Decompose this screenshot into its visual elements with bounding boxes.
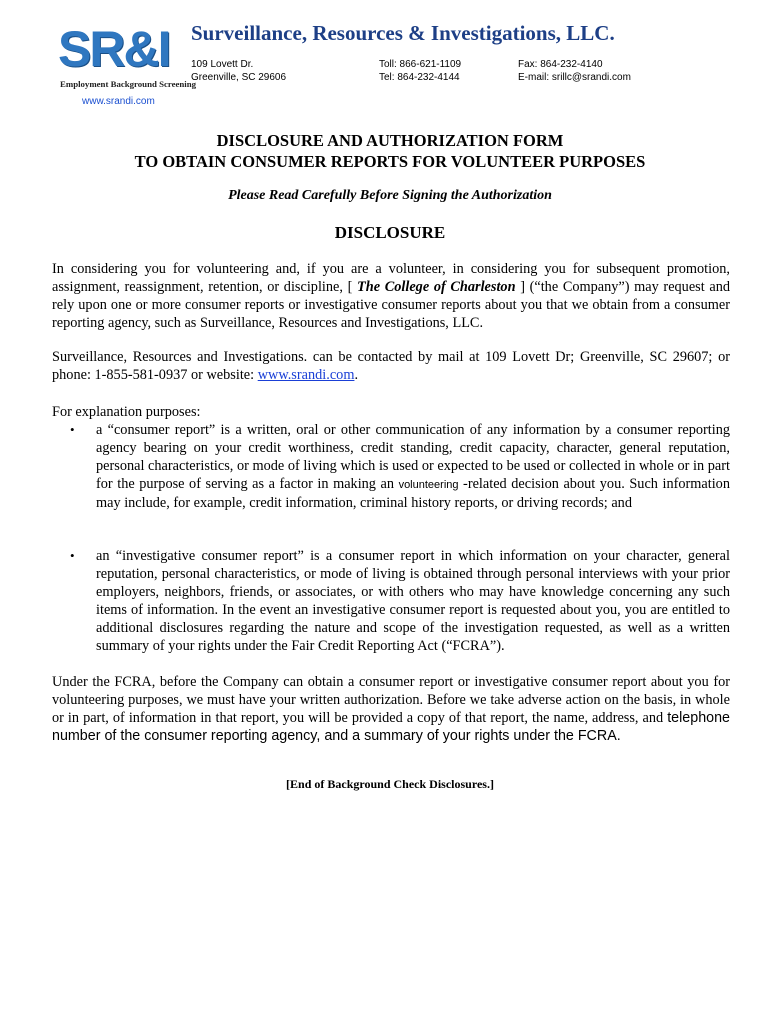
toll-number: Toll: 866-621-1109 bbox=[379, 59, 462, 70]
fax-email-block bbox=[518, 58, 631, 84]
disclosure-heading: DISCLOSURE bbox=[334, 223, 446, 242]
paragraph-contact-part-1: Surveillance, Resources and Investigations. can be contacted by mail at 109 Lovett Dr; Greenville, SC 29607; or phone: 1-855-581-0937 or website: bbox=[52, 349, 730, 383]
tel-number: Tel: 864-232-4144 bbox=[379, 72, 460, 83]
form-title-line-1: DISCLOSURE AND AUTHORIZATION FORM bbox=[216, 131, 564, 150]
company-name-field: The College of Charleston bbox=[357, 279, 521, 295]
bullet-icon: • bbox=[70, 422, 75, 437]
header-website-link[interactable]: www.srandi.com bbox=[82, 96, 155, 107]
bullet-icon: • bbox=[70, 548, 75, 563]
bullet-consumer-report bbox=[96, 421, 730, 512]
company-name: Surveillance, Resources & Investigations, LLC. bbox=[191, 21, 615, 45]
paragraph-fcra bbox=[52, 673, 730, 745]
address-line-1: 109 Lovett Dr. bbox=[191, 59, 254, 70]
paragraph-explanation: For explanation purposes: bbox=[52, 404, 201, 420]
phone-block bbox=[379, 58, 461, 84]
form-subtitle: Please Read Carefully Before Signing the Authorization bbox=[228, 188, 552, 203]
end-of-disclosures-note: [End of Background Check Disclosures.] bbox=[286, 777, 494, 791]
bullet-investigative-report: an “investigative consumer report” is a consumer report in which information on your character, general reputation, personal characteristics, or mode of living is obtained through personal interviews with your prior employers, neighbors, friends, or associates, or with others who may have knowledge concerning any such items of information. In the event an investigative consumer report is requested about you, you are entitled to additional disclosures regarding the nature and scope of the investigation requested, as well as a written summary of your rights under the Fair Credit Reporting Act (“FCRA”). bbox=[96, 548, 730, 654]
paragraph-intro-part-2: ] (“the Company”) may request and rely upon one or more consumer reports or investigative consumer reports about you that we obtain from a consumer reporting agency, such as Surveillance, Resources and Investigations, LLC. bbox=[52, 279, 731, 331]
company-logo bbox=[58, 21, 197, 94]
logo-tagline: Employment Background Screening bbox=[60, 79, 197, 89]
volunteering-field: volunteering bbox=[398, 479, 459, 491]
paragraph-fcra-part-1: Under the FCRA, before the Company can obtain a consumer report or investigative consumer report about you for volunteering purposes, we must have your written authorization. Before we take adverse action on the basis, in whole or in part, of information in that report, you will be provided a copy of that report, the name, address, and bbox=[52, 674, 730, 726]
logo-text: SR&I bbox=[58, 21, 170, 77]
paragraph-intro-part-1: In considering you for volunteering and, if you are a volunteer, in considering you for subsequent promotion, assignment, reassignment, retention, or discipline, [ bbox=[52, 261, 730, 295]
paragraph-fcra-part-2: telephone number of the consumer reporting agency, and a summary of your rights under the FCRA. bbox=[52, 710, 730, 744]
website-link[interactable]: www.srandi.com bbox=[257, 367, 355, 383]
paragraph-intro bbox=[52, 260, 730, 332]
fax-number: Fax: 864-232-4140 bbox=[518, 59, 603, 70]
bullet-consumer-report-part-2: -related decision about you. Such information may include, for example, credit information, criminal history reports, or driving records; and bbox=[96, 476, 730, 511]
form-title-line-2: TO OBTAIN CONSUMER REPORTS FOR VOLUNTEER PURPOSES bbox=[134, 152, 646, 171]
paragraph-contact-part-2: . bbox=[354, 367, 359, 383]
bullet-consumer-report-part-1: a “consumer report” is a written, oral or other communication of any information by a consumer reporting agency bearing on your credit worthiness, credit standing, credit capacity, character, general reputation, personal characteristics, or mode of living which is used or expected to be used or collected in whole or in part for the purpose of serving as a factor in making an bbox=[96, 422, 730, 492]
address-line-2: Greenville, SC 29606 bbox=[191, 72, 287, 83]
address-block bbox=[191, 58, 286, 84]
paragraph-contact bbox=[52, 348, 730, 384]
email-address: E-mail: srillc@srandi.com bbox=[518, 72, 631, 83]
